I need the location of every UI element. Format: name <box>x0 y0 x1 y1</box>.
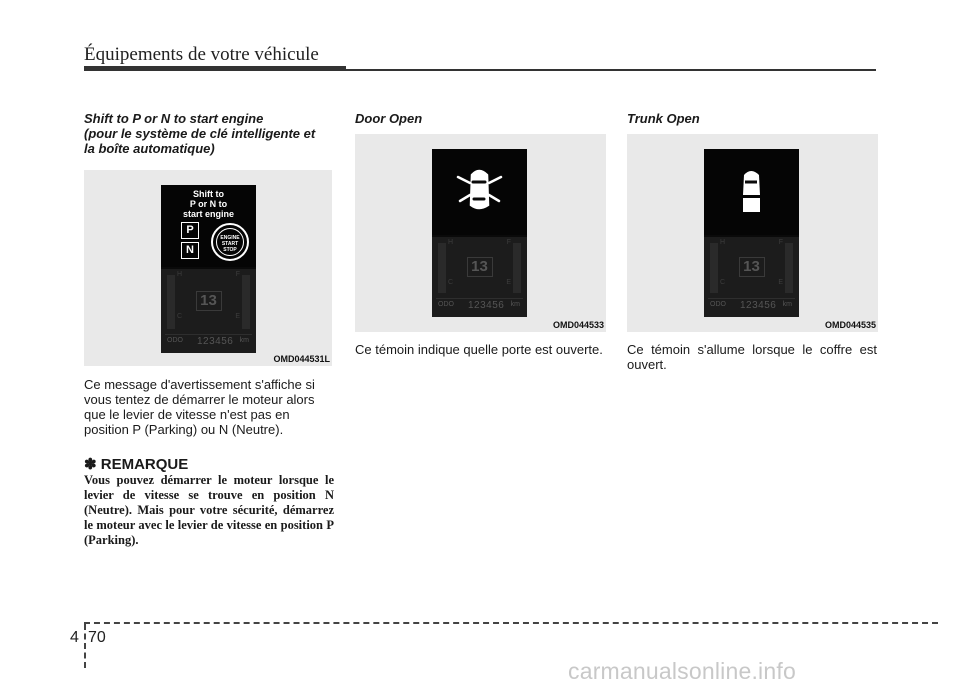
temp-gauge <box>438 243 446 293</box>
body-line: que le levier de vitesse n'est pas en <box>84 407 290 422</box>
button-text-line: ENGINE <box>220 235 240 241</box>
gear-p-icon: P <box>181 222 199 239</box>
header-divider-thin <box>346 69 876 71</box>
odometer-unit: km <box>239 337 249 344</box>
watermark: carmanualsonline.info <box>568 658 796 684</box>
figure-code: OMD044533 <box>552 320 604 330</box>
odometer-value: 123456 <box>197 336 234 347</box>
page-number: 70 <box>88 629 106 646</box>
body-line: vous tentez de démarrer le moteur alors <box>84 392 315 407</box>
gear-n-icon: N <box>181 242 199 259</box>
warning-screen <box>161 185 256 267</box>
engine-start-stop-icon <box>211 223 249 261</box>
odometer-value: 123456 <box>740 300 777 311</box>
odometer <box>165 334 252 349</box>
figure-door-open <box>355 134 606 332</box>
odometer <box>708 298 795 313</box>
trunk-description: Ce témoin s'allume lorsque le coffre est ouvert. <box>627 342 877 372</box>
chapter-number: 4 <box>70 629 79 646</box>
temp-gauge <box>710 243 718 293</box>
odometer-label: ODO <box>710 301 726 308</box>
fuel-gauge <box>242 275 250 329</box>
odometer-unit: km <box>510 301 520 308</box>
shift-message <box>161 189 256 219</box>
instrument-cluster <box>432 237 527 317</box>
fuel-gauge <box>513 243 521 293</box>
gauge-mark-f: F <box>778 239 783 246</box>
instrument-cluster <box>704 237 799 317</box>
gauge-mark-h: H <box>448 239 454 246</box>
cluster-display <box>432 149 527 317</box>
figure-code: OMD044535 <box>824 320 876 330</box>
heading-line: Trunk Open <box>627 111 700 126</box>
remark-title: ✽ REMARQUE <box>84 456 189 473</box>
figure-code: OMD044531L <box>273 354 330 364</box>
gauge-mark-c: C <box>720 279 726 286</box>
odometer-label: ODO <box>438 301 454 308</box>
footer-divider <box>84 622 938 624</box>
temp-gauge <box>167 275 175 329</box>
button-text-line: START <box>221 241 239 247</box>
shift-message-line: start engine <box>182 209 234 219</box>
gear-indicator: 13 <box>467 257 493 277</box>
gear-indicator: 13 <box>739 257 765 277</box>
section-heading-door <box>355 111 605 126</box>
header-divider-thick <box>84 66 346 71</box>
remark-body: Vous pouvez démarrer le moteur lorsque le levier de vitesse se trouve en position N (Neutre). Mais pour votre sécurité, démarrez le moteur avec le levier de vitesse en position P (Parking). <box>84 473 334 547</box>
figure-shift-warning <box>84 170 332 366</box>
door-open-icon <box>432 149 527 235</box>
odometer-value: 123456 <box>468 300 505 311</box>
body-line: position P (Parking) ou N (Neutre). <box>84 422 284 437</box>
gauge-mark-f: F <box>235 271 240 278</box>
footer-vertical-divider <box>84 624 86 668</box>
odometer <box>436 298 523 313</box>
shift-description <box>84 377 336 437</box>
heading-line: Shift to P or N to start engine <box>84 111 264 126</box>
cluster-display <box>161 185 256 353</box>
gauge-mark-e: E <box>235 313 240 320</box>
shift-message-line: P or N to <box>189 199 228 209</box>
fuel-gauge <box>785 243 793 293</box>
cluster-display <box>704 149 799 317</box>
door-description: Ce témoin indique quelle porte est ouverte. <box>355 342 603 357</box>
gauge-mark-e: E <box>506 279 511 286</box>
odometer-label: ODO <box>167 337 183 344</box>
heading-line: Door Open <box>355 111 423 126</box>
button-text-line: STOP <box>223 247 237 253</box>
gauge-mark-c: C <box>448 279 454 286</box>
instrument-cluster <box>161 269 256 353</box>
trunk-open-icon <box>704 149 799 235</box>
gauge-mark-h: H <box>720 239 726 246</box>
figure-trunk-open <box>627 134 878 332</box>
gauge-mark-c: C <box>177 313 183 320</box>
warning-screen <box>432 149 527 235</box>
heading-line: (pour le système de clé intelligente et <box>84 126 316 141</box>
gauge-mark-h: H <box>177 271 183 278</box>
section-heading-shift <box>84 111 339 156</box>
odometer-unit: km <box>782 301 792 308</box>
body-line: Ce message d'avertissement s'affiche si <box>84 377 315 392</box>
shift-message-line: Shift to <box>193 189 224 199</box>
warning-screen <box>704 149 799 235</box>
engine-button-text <box>213 235 247 253</box>
heading-line: la boîte automatique) <box>84 141 215 156</box>
page-header-title: Équipements de votre véhicule <box>84 44 319 65</box>
gear-indicator: 13 <box>196 291 222 311</box>
section-heading-trunk <box>627 111 877 126</box>
gauge-mark-f: F <box>506 239 511 246</box>
gauge-mark-e: E <box>778 279 783 286</box>
